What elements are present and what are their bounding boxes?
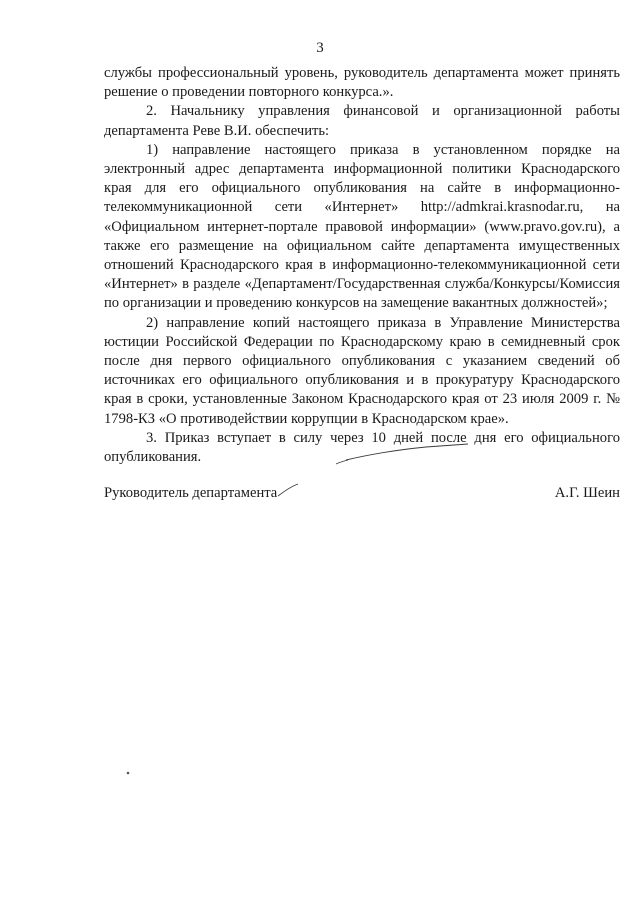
paragraph-subitem-1: 1) направление настоящего приказа в установленном порядке на электронный адрес департамента информационной политики Краснодарского края для его официального опубликования на сайте в информационно-телекоммуникационной сети «Интернет» http://admkrai.krasnodar.ru, на «Официальном интернет-портале правовой информации» (www.pravo.gov.ru), а также его размещение на официальном сайте департамента имущественных отношений Краснодарского края в информационно-телекоммуникационной сети «Интернет» в разделе «Департамент/Государственная служба/Конкурсы/Комиссия по организации и проведению конкурсов на замещение вакантных должностей»; (104, 141, 620, 312)
signatory-name: А.Г. Шеин (554, 485, 620, 501)
scan-dot-mark (125, 770, 131, 776)
handwritten-signature (276, 434, 476, 504)
signatory-title: Руководитель департамента (104, 485, 278, 501)
document-body (104, 64, 620, 467)
page-number: 3 (316, 40, 324, 56)
paragraph-item-2: 2. Начальнику управления финансовой и организационной работы департамента Реве В.И. обеспечить: (104, 103, 620, 139)
paragraph-item-3: 3. Приказ вступает в силу через 10 дней после дня его официального опубликования. (104, 429, 620, 466)
paragraph-continuation: службы профессиональный уровень, руководитель департамента может принять решение о проведении повторного конкурса.». (104, 65, 620, 101)
paragraph-subitem-2: 2) направление копий настоящего приказа в Управление Министерства юстиции Российской Федерации по Краснодарскому краю в семидневный срок после дня первого официального опубликования с указанием сведений об источниках его официального опубликования и в прокуратуру Краснодарского края в сроки, установленные Законом Краснодарского края от 23 июля 2009 г. № 1798-КЗ «О противодействии коррупции в Краснодарском крае». (104, 314, 620, 427)
